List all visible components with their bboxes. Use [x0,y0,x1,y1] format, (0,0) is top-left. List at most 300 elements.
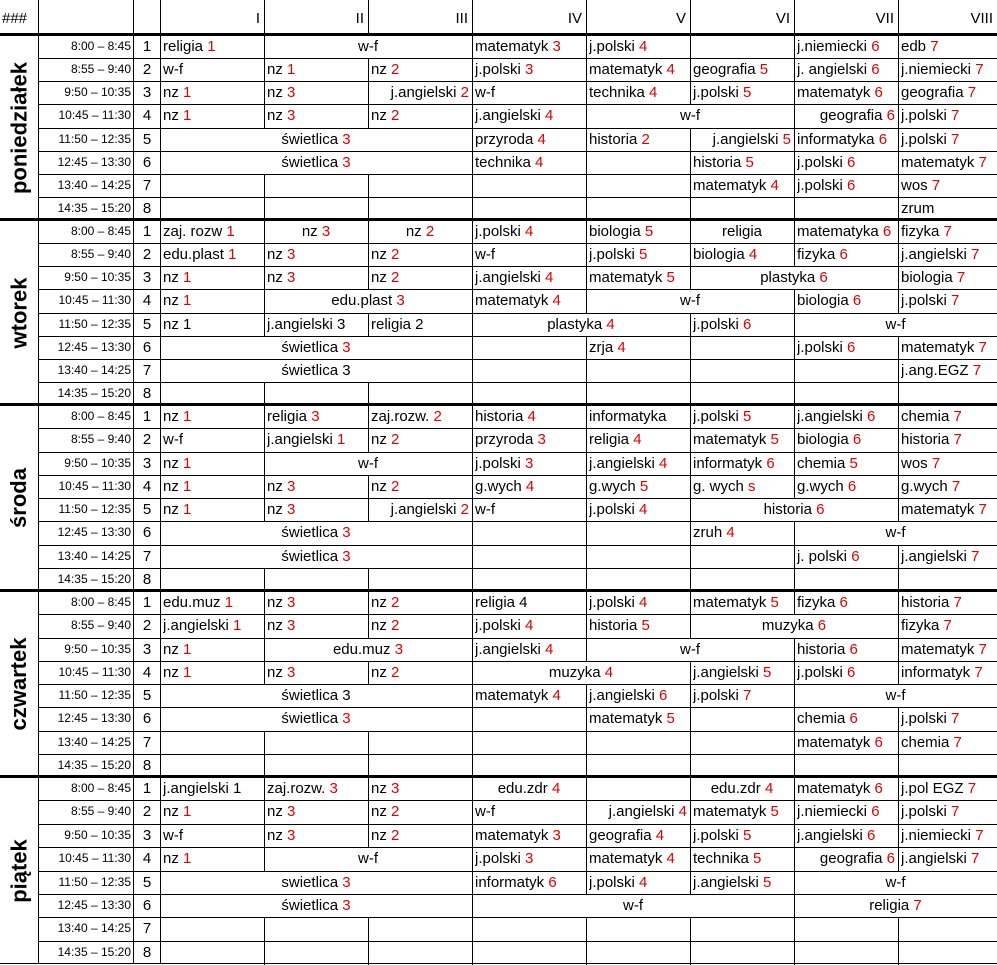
room-number: 2 [391,478,400,495]
grid-line [794,58,795,82]
lesson-number: 8 [142,757,152,774]
grid-line [690,871,691,895]
lesson-time: 9:50 – 10:35 [64,642,131,656]
subject-name: matematyk [475,687,549,704]
lesson-time: 14:35 – 15:20 [57,201,131,215]
grid-line [472,336,473,360]
lesson-cell [475,289,583,312]
grid-line [472,824,473,848]
grid-line [690,452,691,476]
grid-line [794,638,795,662]
lesson-cell [371,104,469,127]
lesson-cell [267,824,365,847]
subject-name: zrum [901,200,935,217]
lesson-cell [163,128,469,151]
lesson-cell [163,359,469,382]
room-number: 4 [552,292,561,309]
grid-line [690,731,691,755]
room-number: 4 [639,501,648,518]
room-number: 4 [726,524,735,541]
lesson-cell [797,313,994,336]
grid-line [794,661,795,685]
room-number: 4 [525,223,534,240]
lesson-number: 2 [142,431,152,448]
lesson-cell [163,800,261,823]
room-number: 7 [953,594,962,611]
room-number: 4 [639,874,648,891]
grid-line [264,614,265,638]
grid-line [368,498,369,522]
room-number: 7 [743,687,752,704]
lesson-cell [371,58,469,81]
subject-name: fizyka [901,617,940,634]
subject-name: religia [163,38,204,55]
grid-line [794,777,795,801]
subject-name: nz [371,827,387,844]
grid-line [586,847,587,871]
grid-line [472,661,473,685]
grid-line [133,0,134,964]
subject-name: świetlica 3 [281,687,351,704]
subject-name: w-f [475,501,495,518]
lesson-time: 8:55 – 9:40 [70,432,131,446]
lesson-number: 2 [142,803,152,820]
subject-name: nz [267,478,283,495]
lesson-cell [163,545,469,568]
subject-name: nz [371,803,387,820]
subject-name: j.ang.EGZ [901,362,969,379]
lesson-number: 3 [142,641,152,658]
subject-name: j.polski [693,84,739,101]
lesson-time: 10:45 – 11:30 [58,293,131,307]
grid-line [264,498,265,522]
grid-line [472,847,473,871]
lesson-time: 10:45 – 11:30 [58,108,131,122]
lesson-cell [797,289,895,312]
grid-line [898,731,899,755]
room-number: 6 [851,548,860,565]
grid-line [264,452,265,476]
room-number: 7 [930,38,939,55]
grid-line [794,847,795,871]
subject-name: fizyka [797,246,836,263]
subject-name: w-f [885,316,906,333]
room-number: 6 [867,827,876,844]
room-number: 1 [183,84,192,101]
day-label-5: piątek [6,838,31,903]
subject-name: g.wych [475,478,522,495]
subject-name: geografia [693,61,756,78]
lesson-number: 1 [142,408,152,425]
grid-line [264,243,265,267]
lesson-cell [693,266,895,289]
lesson-time: 13:40 – 14:25 [57,921,131,935]
class-header-I: I [255,10,260,27]
grid-line [368,0,369,35]
lesson-time: 9:50 – 10:35 [64,270,131,284]
room-number: 2 [391,827,400,844]
grid-line [690,614,691,638]
room-number: 4 [748,246,758,263]
grid-line [264,638,265,662]
grid-line [264,58,265,82]
subject-name: w-f [680,292,700,309]
subject-name: w-f [885,687,906,704]
lesson-cell [267,777,365,800]
subject-name: w-f [475,84,495,101]
grid-line [368,81,369,105]
room-number: 4 [525,617,534,634]
lesson-cell [901,731,994,754]
grid-line [472,684,473,708]
room-number: 3 [287,617,296,634]
grid-line [794,591,795,615]
lesson-cell [901,638,994,661]
grid-line [472,614,473,638]
subject-name: w-f [680,641,700,658]
subject-name: j.angielski [475,269,541,286]
subject-name: j. angielski [797,61,868,78]
subject-name: nz [371,61,387,78]
grid-line [368,661,369,685]
lesson-number: 3 [142,84,152,101]
lesson-cell [693,452,791,475]
lesson-cell [589,684,687,707]
lesson-cell [797,174,895,197]
subject-name: biologia [797,431,849,448]
lesson-cell [163,336,469,359]
lesson-cell [693,128,791,151]
lesson-cell [163,871,469,894]
room-number: 4 [552,687,561,704]
subject-name: matematyk [589,61,663,78]
grid-line [898,58,899,82]
lesson-cell [693,684,791,707]
room-number: 7 [974,664,983,681]
room-number: 1 [224,594,234,611]
grid-line [794,545,795,569]
grid-line [898,243,899,267]
class-header-VI: VI [775,10,790,27]
grid-line [160,0,161,964]
grid-line [898,614,899,638]
subject-name: zaj. rozw [163,223,223,240]
lesson-cell [901,336,994,359]
lesson-time: 8:00 – 8:45 [70,224,131,238]
lesson-cell [371,661,469,684]
room-number: 5 [666,269,675,286]
room-number: 5 [770,431,779,448]
grid-line [586,731,587,755]
lesson-time: 14:35 – 15:20 [57,386,131,400]
grid-line [472,81,473,105]
grid-line [586,243,587,267]
class-header-VII: VII [875,10,894,27]
row-divider [38,568,997,569]
lesson-cell [267,800,365,823]
lesson-cell [475,777,583,800]
lesson-cell [371,243,469,266]
subject-name: g.wych [797,478,844,495]
lesson-cell [797,684,994,707]
lesson-cell [901,35,994,58]
room-number: 6 [849,641,858,658]
subject-name: edb [901,38,927,55]
room-number: 6 [847,664,856,681]
lesson-number: 8 [142,571,152,588]
room-number: 3 [525,850,534,867]
grid-line [898,289,899,313]
lesson-cell [797,428,895,451]
grid-line [794,684,795,708]
lesson-time: 14:35 – 15:20 [57,572,131,586]
lesson-time: 11:50 – 12:35 [58,688,131,702]
lesson-cell [371,800,469,823]
lesson-cell [901,591,994,614]
subject-name: nz [371,478,387,495]
grid-line [472,359,473,383]
lesson-cell [693,661,791,684]
grid-line [794,81,795,105]
lesson-number: 2 [142,61,152,78]
lesson-cell [371,405,469,428]
row-divider [38,917,997,918]
subject-name: zrja [589,339,614,356]
lesson-cell [901,151,994,174]
row-divider [38,941,997,942]
room-number: 3 [287,84,296,101]
room-number: 3 [525,455,534,472]
class-header-VIII: VIII [970,10,993,27]
lesson-cell [901,847,994,870]
grid-line [794,128,795,152]
room-number: 7 [943,617,952,634]
room-number: 1 [183,107,192,124]
lesson-cell [163,289,261,312]
room-number: 1 [287,61,296,78]
subject-name: j.angielski [475,641,541,658]
grid-line [264,35,265,59]
room-number: 1 [337,431,346,448]
grid-line [586,824,587,848]
lesson-cell [693,800,791,823]
lesson-cell [267,266,365,289]
lesson-time: 12:45 – 13:30 [57,155,131,169]
subject-name: edu.muz [332,641,391,658]
grid-line [586,58,587,82]
subject-name: w-f [885,524,906,541]
grid-line [898,545,899,569]
subject-name: nz [163,107,179,124]
lesson-cell [475,128,583,151]
room-number: 4 [633,431,642,448]
room-number: 5 [753,850,762,867]
subject-name: informatyka [797,131,875,148]
grid-line [368,777,369,801]
grid-line [264,591,265,615]
lesson-number: 8 [142,944,152,961]
subject-name: świetlica [281,524,339,541]
grid-line [690,174,691,198]
grid-line [794,243,795,267]
room-number: 7 [953,734,962,751]
subject-name: nz [301,223,318,240]
grid-line [898,359,899,383]
grid-line [690,58,691,82]
lesson-cell [797,824,895,847]
grid-line [586,521,587,545]
lesson-cell [797,871,994,894]
room-number: 4 [666,850,675,867]
grid-line [898,81,899,105]
subject-name: nz [163,408,179,425]
subject-name: religia [589,431,630,448]
subject-name: w-f [358,455,378,472]
grid-line [898,128,899,152]
subject-name: nz [267,61,283,78]
lesson-cell [901,498,994,521]
lesson-cell [797,35,895,58]
grid-line [794,428,795,452]
room-number: 6 [839,594,848,611]
room-number: 7 [953,431,962,448]
subject-name: matematyk [901,641,975,658]
room-number: 2 [641,131,650,148]
subject-name: j.angielski [797,408,863,425]
subject-name: matematyk [693,177,767,194]
room-number: 6 [819,269,828,286]
room-number: 3 [321,223,331,240]
grid-line [898,661,899,685]
lesson-number: 6 [142,524,152,541]
room-number: 7 [971,548,980,565]
lesson-cell [901,824,994,847]
subject-name: w-f [680,107,700,124]
lesson-cell [475,151,583,174]
grid-line [472,707,473,731]
room-number: 4 [537,131,546,148]
subject-name: matematyk [693,594,767,611]
lesson-cell [163,220,261,243]
grid-line [898,847,899,871]
grid-line [368,614,369,638]
room-number: 3 [552,827,561,844]
lesson-cell [901,289,994,312]
grid-line [794,313,795,337]
subject-name: chemia [901,734,950,751]
lesson-cell [589,35,687,58]
grid-line [690,777,691,801]
subject-name: edu.muz [163,594,221,611]
lesson-cell [589,824,687,847]
grid-line [690,591,691,615]
grid-line [586,917,587,941]
grid-line [264,661,265,685]
subject-name: j.polski [475,223,521,240]
room-number: 3 [391,780,400,797]
subject-name: nz [267,594,283,611]
subject-name: w-f [475,246,495,263]
grid-line [690,405,691,429]
grid-line [264,475,265,499]
room-number: 4 [527,408,536,425]
subject-name: chemia [797,710,846,727]
room-number: 4 [649,84,658,101]
subject-name: matematyk [589,710,663,727]
lesson-cell [163,707,469,730]
grid-line [472,35,473,59]
lesson-cell [163,405,261,428]
lesson-cell [267,220,365,243]
lesson-cell [901,81,994,104]
subject-name: religia [721,223,763,240]
lesson-cell [163,498,261,521]
grid-line [690,266,691,290]
grid-line [264,824,265,848]
grid-line [586,151,587,175]
lesson-cell [901,220,994,243]
subject-name: świetlica [281,154,339,171]
room-number: 3 [287,246,296,263]
lesson-cell [163,614,261,637]
grid-line [586,266,587,290]
room-number: 6 [659,687,668,704]
room-number: 4 [617,339,626,356]
grid-line [898,104,899,128]
lesson-cell [693,313,791,336]
lesson-number: 8 [142,385,152,402]
subject-name: j.polski [797,339,843,356]
room-number: 1 [233,617,242,634]
lesson-cell [163,847,261,870]
lesson-number: 5 [142,316,152,333]
lesson-cell [693,777,791,800]
lesson-cell [797,336,895,359]
lesson-number: 7 [142,548,152,565]
room-number: 4 [770,177,779,194]
lesson-cell [901,174,994,197]
subject-name: nz [267,246,283,263]
grid-line [264,220,265,244]
room-number: 6 [743,316,752,333]
lesson-cell [267,638,469,661]
subject-name: biologia [901,269,953,286]
lesson-number: 4 [142,478,152,495]
subject-name: religia 2 [371,316,424,333]
subject-name: nz [267,803,283,820]
grid-line [586,777,587,801]
lesson-number: 4 [142,850,152,867]
subject-name: g.wych [589,478,636,495]
grid-line [472,521,473,545]
grid-line [264,313,265,337]
grid-line [586,128,587,152]
lesson-cell [267,661,365,684]
lesson-cell [589,452,687,475]
subject-name: technika [693,850,749,867]
lesson-cell [475,266,583,289]
grid-line [368,174,369,198]
subject-name: edu.zdr [497,780,548,797]
room-number: 3 [342,154,351,171]
lesson-cell [693,871,791,894]
lesson-cell [163,638,261,661]
lesson-cell [163,151,469,174]
grid-line [264,0,265,35]
room-number: 7 [978,501,987,518]
grid-line [690,336,691,360]
grid-line [898,777,899,801]
